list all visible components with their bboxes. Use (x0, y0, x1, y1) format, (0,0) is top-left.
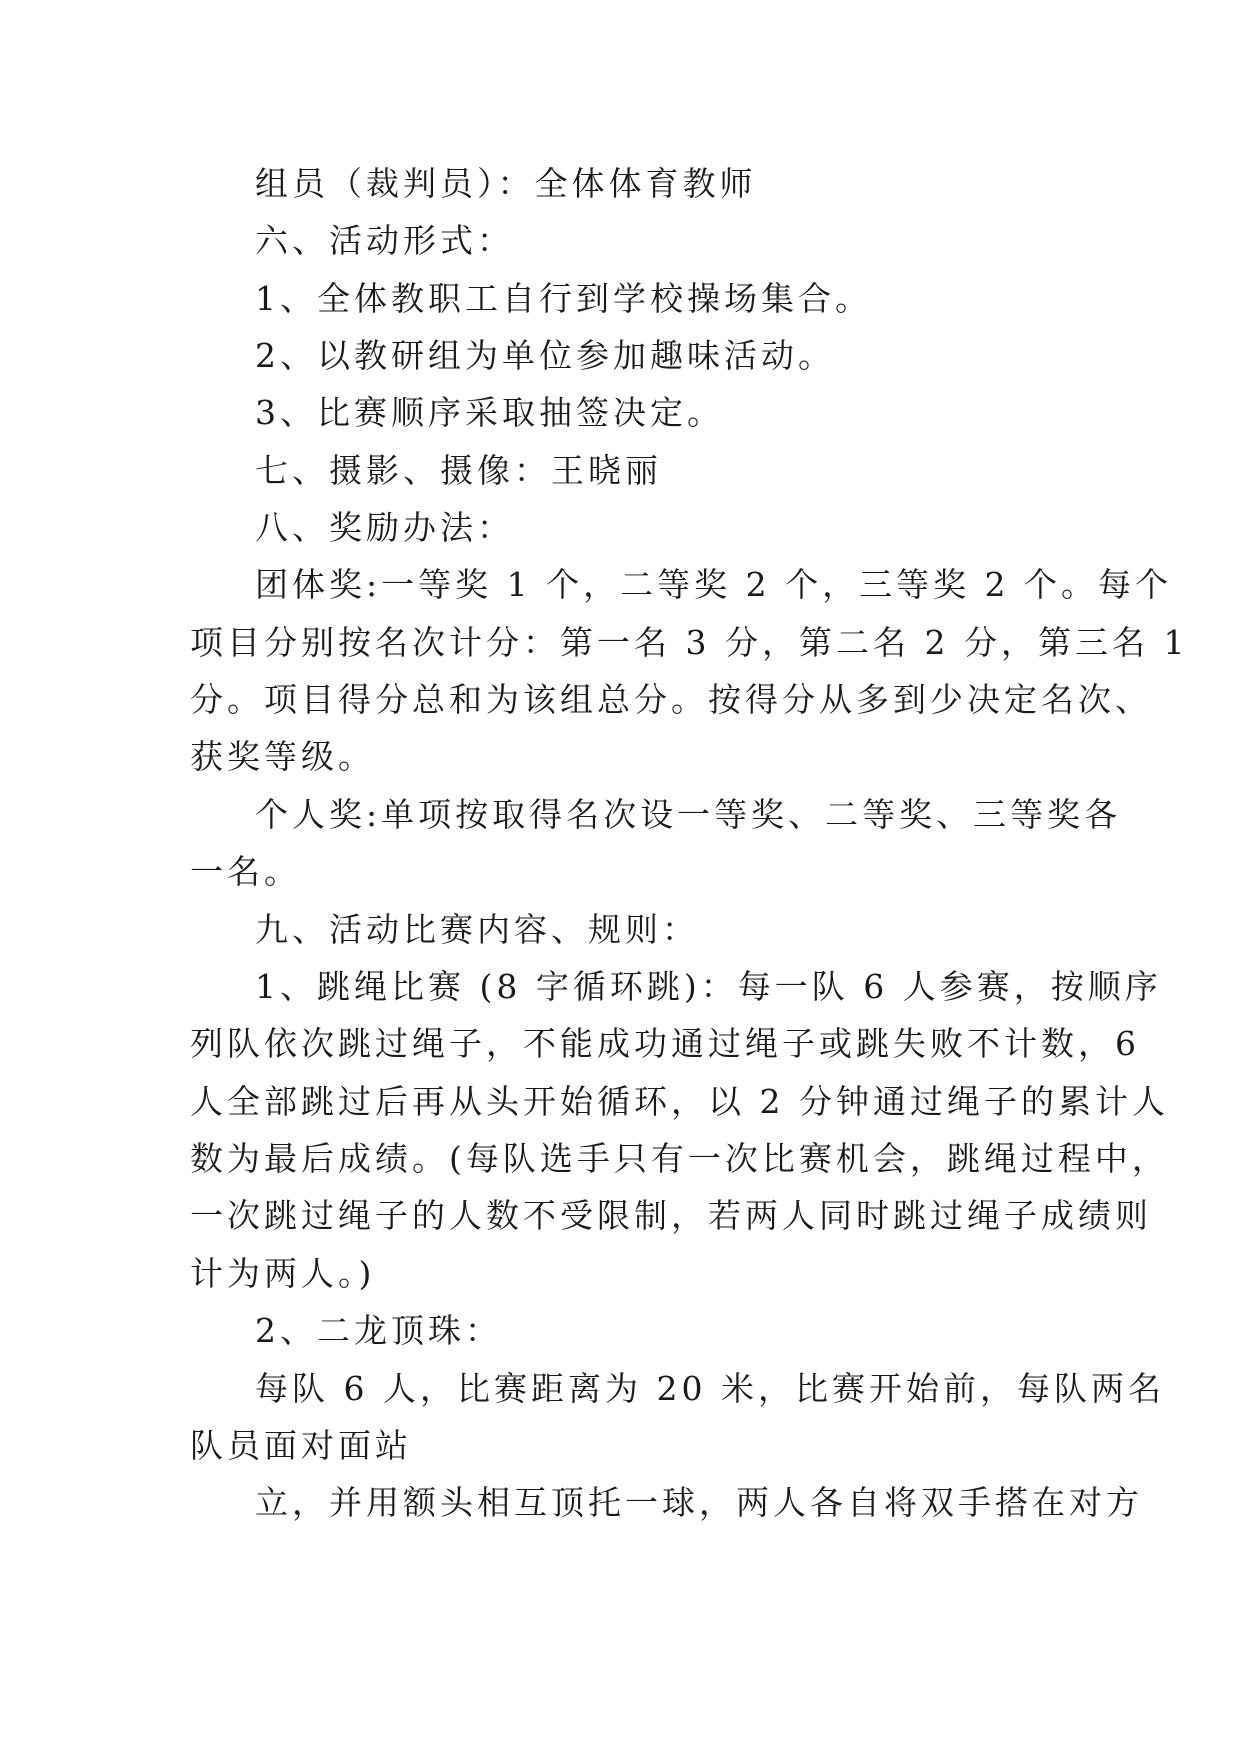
section-heading: 八、奖励办法： (255, 508, 514, 547)
text-line: 数为最后成绩。(每队选手只有一次比赛机会，跳绳过程中， (190, 1139, 1169, 1178)
section-heading: 九、活动比赛内容、规则： (255, 910, 699, 949)
text-line: 组员（裁判员）：全体体育教师 (255, 164, 757, 203)
text-line: 计为两人。) (190, 1254, 376, 1293)
section-heading: 七、摄影、摄像：王晓丽 (255, 451, 662, 490)
text-line: 人全部跳过后再从头开始循环，以 2 分钟通过绳子的累计人 (190, 1082, 1169, 1121)
text-line: 分。项目得分总和为该组总分。按得分从多到少决定名次、 (190, 680, 1152, 719)
text-line: 一名。 (190, 852, 301, 891)
text-line: 团体奖:一等奖 1 个，二等奖 2 个，三等奖 2 个。每个 (255, 565, 1173, 604)
text-line: 队员面对面站 (190, 1426, 412, 1465)
text-line: 一次跳过绳子的人数不受限制，若两人同时跳过绳子成绩则 (190, 1196, 1152, 1235)
text-line: 每队 6 人，比赛距离为 20 米，比赛开始前，每队两名 (255, 1369, 1165, 1408)
text-line: 1、跳绳比赛 (8 字循环跳)：每一队 6 人参赛，按顺序 (255, 967, 1162, 1006)
text-line: 立，并用额头相互顶托一球，两人各自将双手搭在对方 (255, 1483, 1143, 1522)
section-heading: 六、活动形式： (255, 221, 514, 260)
text-line: 列队依次跳过绳子，不能成功通过绳子或跳失败不计数，6 (190, 1024, 1140, 1063)
text-line: 3、比赛顺序采取抽签决定。 (255, 393, 724, 432)
text-line: 个人奖:单项按取得名次设一等奖、二等奖、三等奖各 (255, 795, 1122, 834)
subsection-heading: 2、二龙顶珠： (255, 1311, 502, 1350)
text-line: 获奖等级。 (190, 737, 375, 776)
text-line: 2、以教研组为单位参加趣味活动。 (255, 336, 835, 375)
text-line: 项目分别按名次计分：第一名 3 分，第二名 2 分，第三名 1 (190, 623, 1189, 662)
text-line: 1、全体教职工自行到学校操场集合。 (255, 279, 872, 318)
